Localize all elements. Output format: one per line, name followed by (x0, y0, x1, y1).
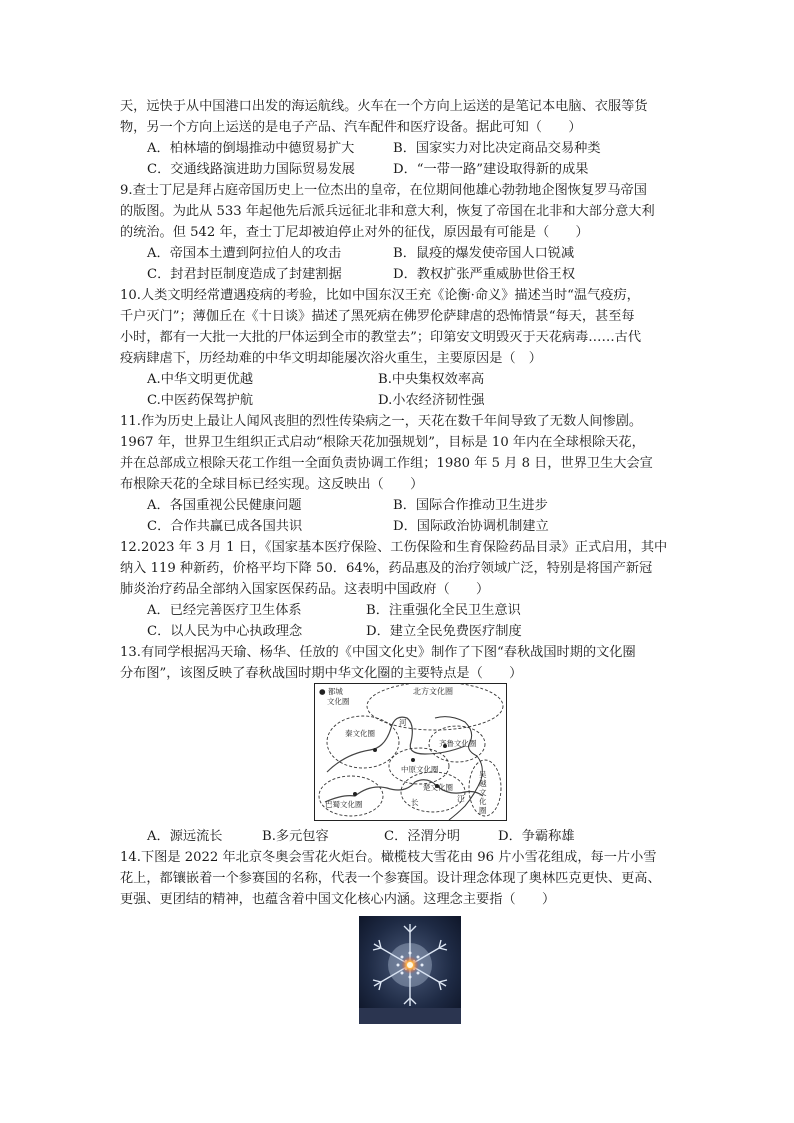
q12-stem-line-2: 纳入 119 种新药，价格平均下降 50．64%，药品惠及的治疗领域广泛，特别是将国产新冠 (120, 561, 653, 576)
q10-stem-line-1: 10.人类文明经常遭遇疫病的考验，比如中国东汉王充《论衡·命义》描述当时“温气疫疠， (120, 288, 640, 303)
q13-stem-line-2: 分布图”，该图反映了春秋战国时期中华文化圈的主要特点是（ ） (120, 666, 523, 681)
q9-option-c: C．封君封臣制度造成了封建割据 (147, 267, 342, 282)
snowflake-torch-photo (359, 916, 461, 1024)
map-legend-capital: ● 都城 (319, 687, 343, 696)
q12-option-a: A．已经完善医疗卫生体系 (147, 603, 302, 618)
q9-option-b: B．鼠疫的爆发使帝国人口锐减 (393, 246, 575, 261)
q10-stem-line-4: 疫病肆虐下，历经劫难的中华文明却能屡次浴火重生，主要原因是（ ） (120, 351, 542, 366)
capital-dot (353, 792, 357, 796)
map-label-qilu: 齐鲁文化圈 (439, 739, 477, 748)
q13-option-a: A．源远流长 (147, 829, 223, 844)
map-label-wuyue: 吴越文化圈 (479, 770, 487, 815)
q12-option-c: C．以人民为中心执政理念 (147, 624, 303, 639)
map-label-north: 北方文化圈 (413, 687, 453, 696)
q12-stem-line-3: 肺炎治疗药品全部纳入国家医保药品。这表明中国政府（ ） (120, 582, 490, 597)
q8-stem-line-2: 物，另一个方向上运送的是电子产品、汽车配件和医疗设备。据此可知（ ） (120, 120, 582, 135)
q11-stem-line-2: 1967 年，世界卫生组织正式启动“根除天花加强规划”，目标是 10 年内在全球根除天花， (120, 435, 645, 450)
q10-option-d: D.小农经济韧性强 (378, 393, 485, 408)
q10-stem-line-2: 千户灭门”；薄伽丘在《十日谈》描述了黑死病在佛罗伦萨肆虐的恐怖情景“每天，甚至每 (120, 309, 635, 324)
q13-option-c: C．泾渭分明 (384, 829, 461, 844)
snowflake-graphic (359, 916, 461, 1024)
capital-dot (411, 758, 415, 762)
map-label-chu: 楚文化圈 (423, 783, 453, 792)
q10-stem-line-3: 小时，都有一大批一大批的尸体运到全市的教堂去”；印第安文明毁灭于天花病毒……古代 (120, 330, 642, 345)
q9-option-a: A．帝国本土遭到阿拉伯人的攻击 (147, 246, 342, 261)
culture-circle-map (314, 683, 507, 821)
map-label-zhongyuan: 中原文化圈 (401, 765, 439, 774)
q10-option-c: C.中医药保驾护航 (147, 393, 254, 408)
qin-circle (327, 716, 399, 768)
map-label-river-jiang: 江 (457, 794, 465, 803)
q10-option-a: A.中华文明更优越 (147, 372, 254, 387)
q12-stem-line-1: 12.2023 年 3 月 1 日，《国家基本医疗保险、工伤保险和生育保险药品目录》正式启用，其中 (120, 540, 668, 555)
q13-option-b: B.多元包容 (262, 829, 329, 844)
q14-stem-line-3: 更强、更团结的精神，也蕴含着中国文化核心内涵。这理念主要指（ ） (120, 892, 556, 907)
q8-option-d: D．“一带一路”建设取得新的成果 (393, 162, 589, 177)
q12-option-d: D．建立全民免费医疗制度 (366, 624, 522, 639)
map-label-river-he: 河 (399, 718, 407, 727)
q8-option-a: A．柏林墙的倒塌推动中德贸易扩大 (147, 141, 355, 156)
q8-option-b: B．国家实力对比决定商品交易种类 (393, 141, 601, 156)
coastline (435, 717, 482, 820)
q14-stem-line-2: 花上，都镶嵌着一个参赛国的名称，代表一个参赛国。设计理念体现了奥林匹克更快、更高、 (120, 871, 661, 886)
q11-stem-line-4: 布根除天花的全球目标已经实现。这反映出（ ） (120, 477, 424, 492)
q13-stem-line-1: 13.有同学根据冯天瑜、杨华、任放的《中国文化史》制作了下图“春秋战国时期的文化圈 (120, 645, 636, 660)
q8-stem-line-1: 天，远快于从中国港口出发的海运航线。火车在一个方向上运送的是笔记本电脑、衣服等货 (120, 99, 648, 114)
q11-option-d: D．国际政治协调机制建立 (393, 519, 549, 534)
q11-stem-line-3: 并在总部成立根除天花工作组一全面负责协调工作组；1980 年 5 月 8 日，世界卫生大会宣 (120, 456, 653, 471)
map-legend-circle: 文化圈 (327, 697, 350, 706)
q9-stem-line-1: 9.查士丁尼是拜占庭帝国历史上一位杰出的皇帝，在位期间他雄心勃勃地企图恢复罗马帝国 (120, 183, 647, 198)
q9-option-d: D．教权扩张严重威胁世俗王权 (393, 267, 576, 282)
q14-stem-line-1: 14.下图是 2022 年北京冬奥会雪花火炬台。橄榄枝大雪花由 96 片小雪花组成，每一片小雪 (120, 850, 657, 865)
q11-stem-line-1: 11.作为历史上最让人闻风丧胆的烈性传染病之一，天花在数千年间导致了无数人间惨剧。 (120, 414, 643, 429)
q9-stem-line-2: 的版图。为此从 533 年起他先后派兵远征北非和意大利，恢复了帝国在北非和大部分意大利 (120, 204, 655, 219)
q11-option-a: A．各国重视公民健康问题 (147, 498, 302, 513)
q13-option-d: D．争霸称雄 (498, 829, 575, 844)
q10-option-b: B.中央集权效率高 (378, 372, 485, 387)
q12-option-b: B．注重强化全民卫生意识 (366, 603, 521, 618)
capital-dot (373, 748, 377, 752)
q11-option-b: B．国际合作推动卫生进步 (393, 498, 548, 513)
map-label-bashu: 巴蜀文化圈 (325, 800, 363, 809)
q9-stem-line-3: 的统治。但 542 年，查士丁尼却被迫停止对外的征伐，原因最有可能是（ ） (120, 225, 589, 240)
q11-option-c: C．合作共赢已成各国共识 (147, 519, 303, 534)
q8-option-c: C．交通线路演进助力国际贸易发展 (147, 162, 355, 177)
map-label-river-chang: 长 (411, 798, 419, 807)
map-label-qin: 秦文化圈 (345, 729, 375, 738)
